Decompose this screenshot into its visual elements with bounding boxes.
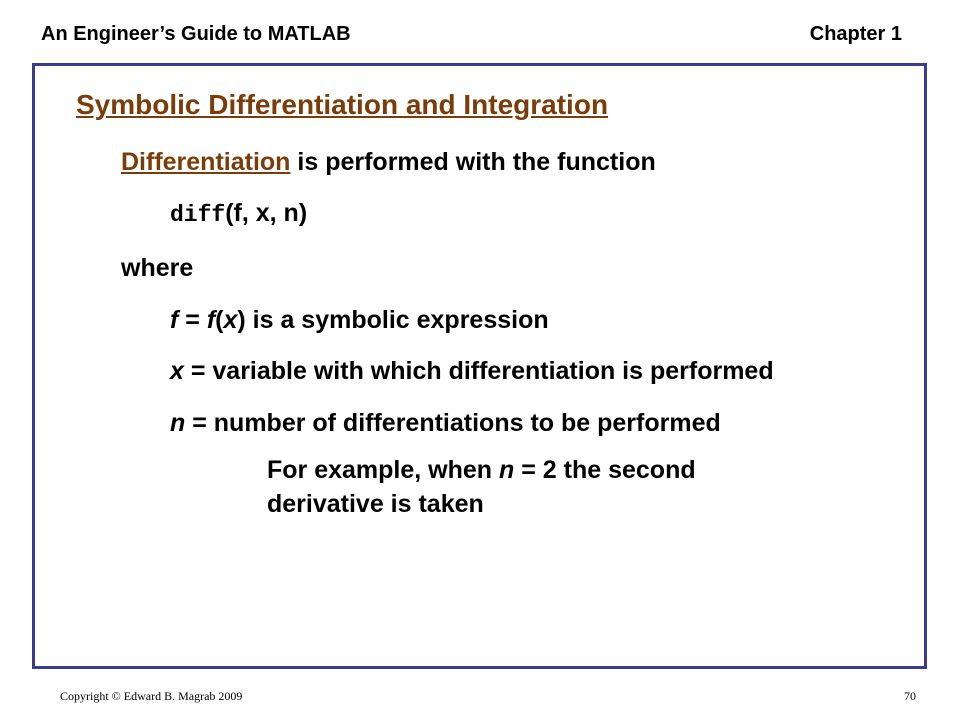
diff-arguments: (f, x, n) — [225, 199, 308, 227]
diff-function-name: diff — [170, 202, 226, 228]
f-argument-x: x — [223, 306, 238, 334]
intro-line — [121, 147, 656, 177]
n-definition — [170, 408, 721, 438]
where-label: where — [121, 254, 194, 282]
example-n-variable: n — [499, 456, 515, 484]
f-function: f — [206, 306, 216, 334]
f-paren-open: ( — [215, 306, 224, 334]
x-description: = variable with which differentiation is performed — [183, 357, 774, 385]
f-equals: = — [178, 306, 207, 334]
syntax-line — [170, 198, 307, 230]
example-line-2: derivative is taken — [267, 490, 484, 518]
x-variable: x — [170, 357, 184, 385]
f-description: ) is a symbolic expression — [237, 306, 549, 334]
differentiation-link[interactable]: Differentiation — [121, 148, 291, 176]
n-variable: n — [170, 409, 186, 437]
n-description: = number of differentiations to be performed — [185, 409, 721, 437]
example-line-1 — [267, 455, 696, 485]
slide-title: Symbolic Differentiation and Integration — [76, 89, 609, 120]
example-post: = 2 the second — [514, 456, 696, 484]
example-pre: For example, when — [267, 456, 500, 484]
header-chapter: Chapter 1 — [809, 23, 902, 45]
footer-copyright: Copyright © Edward B. Magrab 2009 — [60, 689, 243, 703]
footer-page-number: 70 — [904, 689, 916, 703]
intro-text: is performed with the function — [290, 148, 656, 176]
header-book-title: An Engineer’s Guide to MATLAB — [41, 23, 351, 45]
f-definition — [170, 305, 549, 335]
x-definition — [170, 356, 774, 386]
f-variable: f — [170, 306, 179, 334]
